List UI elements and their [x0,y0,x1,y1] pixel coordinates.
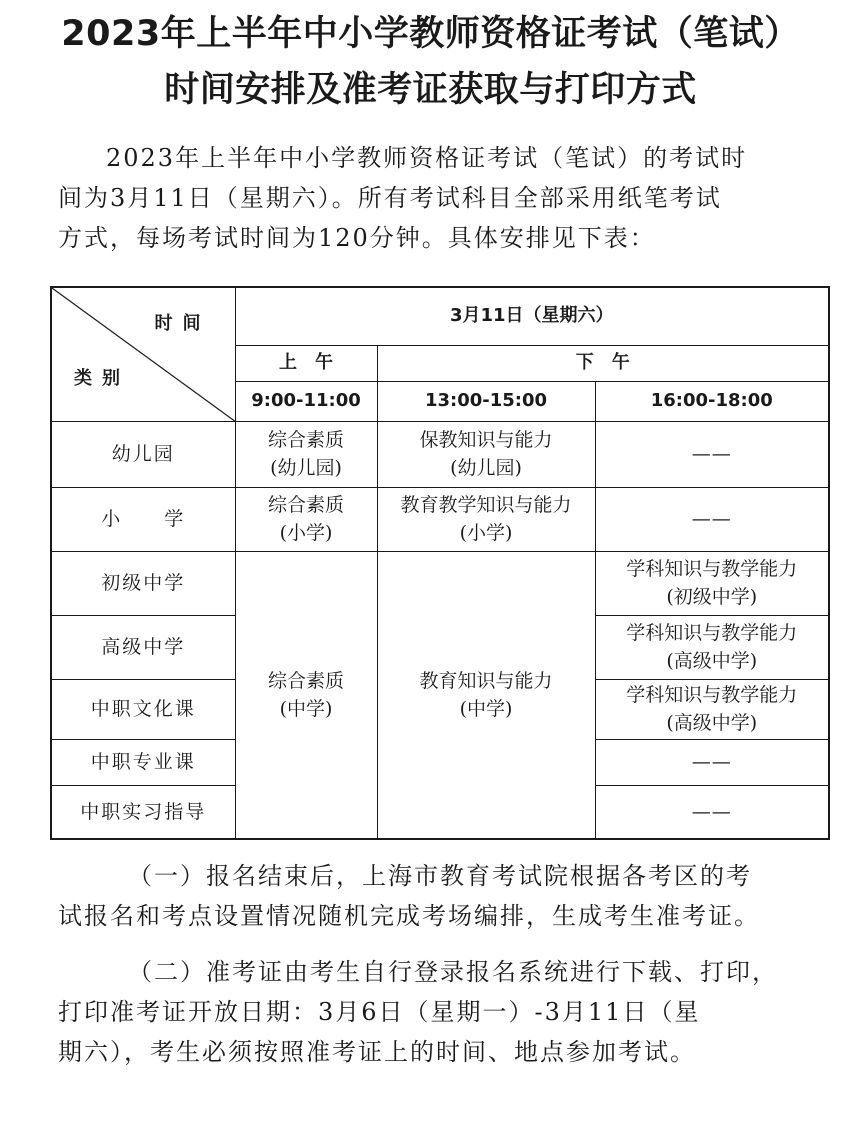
time-slot-header: 13:00-15:00 [377,381,595,421]
intro-line: 方式，每场考试时间为120分钟。具体安排见下表： [58,224,656,252]
subject-cell: 学科知识与教学能力 (高级中学) [595,679,829,739]
subject-cell: 综合素质 (幼儿园) [235,421,377,487]
intro-line: 间为3月11日（星期六）。所有考试科目全部采用纸笔考试 [58,184,722,212]
page-title-line-1: 2023年上半年中小学教师资格证考试（笔试） [61,14,800,54]
page-title-line-2: 时间安排及准考证获取与打印方式 [164,70,697,110]
subject-cell: —— [595,487,829,551]
time-slot-header: 16:00-18:00 [595,381,829,421]
exam-schedule-table [50,286,830,840]
category-cell: 中职专业课 [51,739,235,785]
subject-cell: 学科知识与教学能力 (高级中学) [595,615,829,679]
corner-time-label: 时间 [154,313,211,334]
date-header: 3月11日（星期六） [235,287,829,345]
table-row [51,487,829,551]
category-cell: 初级中学 [51,551,235,615]
category-cell: 中职实习指导 [51,785,235,839]
note-2 [50,952,850,1072]
note-line: （一）报名结束后，上海市教育考试院根据各考区的考 [128,862,752,890]
subject-cell: 综合素质 (小学) [235,487,377,551]
time-slot-header: 9:00-11:00 [235,381,377,421]
corner-category-label: 类别 [74,367,130,389]
note-1 [50,856,850,936]
table-row [51,551,829,615]
subject-cell: —— [595,739,829,785]
subject-cell-merged: 综合素质 (中学) [235,551,377,839]
subject-cell: —— [595,785,829,839]
subject-cell: —— [595,421,829,487]
table-corner-header [51,287,235,421]
category-cell: 高级中学 [51,615,235,679]
note-line: 打印准考证开放日期：3月6日（星期一）-3月11日（星 [58,998,701,1026]
note-line: 期六），考生必须按照准考证上的时间、地点参加考试。 [58,1038,696,1066]
subject-cell: 教育教学知识与能力 (小学) [377,487,595,551]
intro-paragraph [58,138,830,258]
table-row [51,421,829,487]
note-line: （二）准考证由考生自行登录报名系统进行下载、打印， [128,958,778,986]
category-cell: 小 学 [51,487,235,551]
subject-cell: 学科知识与教学能力 (初级中学) [595,551,829,615]
category-cell: 中职文化课 [51,679,235,739]
afternoon-header: 下 午 [377,345,829,381]
subject-cell: 保教知识与能力 (幼儿园) [377,421,595,487]
intro-line: 2023年上半年中小学教师资格证考试（笔试）的考试时 [106,144,748,172]
category-cell: 幼儿园 [51,421,235,487]
morning-header: 上 午 [235,345,377,381]
subject-cell-merged: 教育知识与能力 (中学) [377,551,595,839]
diagonal-divider-icon [52,288,236,422]
note-line: 试报名和考点设置情况随机完成考场编排，生成考生准考证。 [58,902,760,930]
